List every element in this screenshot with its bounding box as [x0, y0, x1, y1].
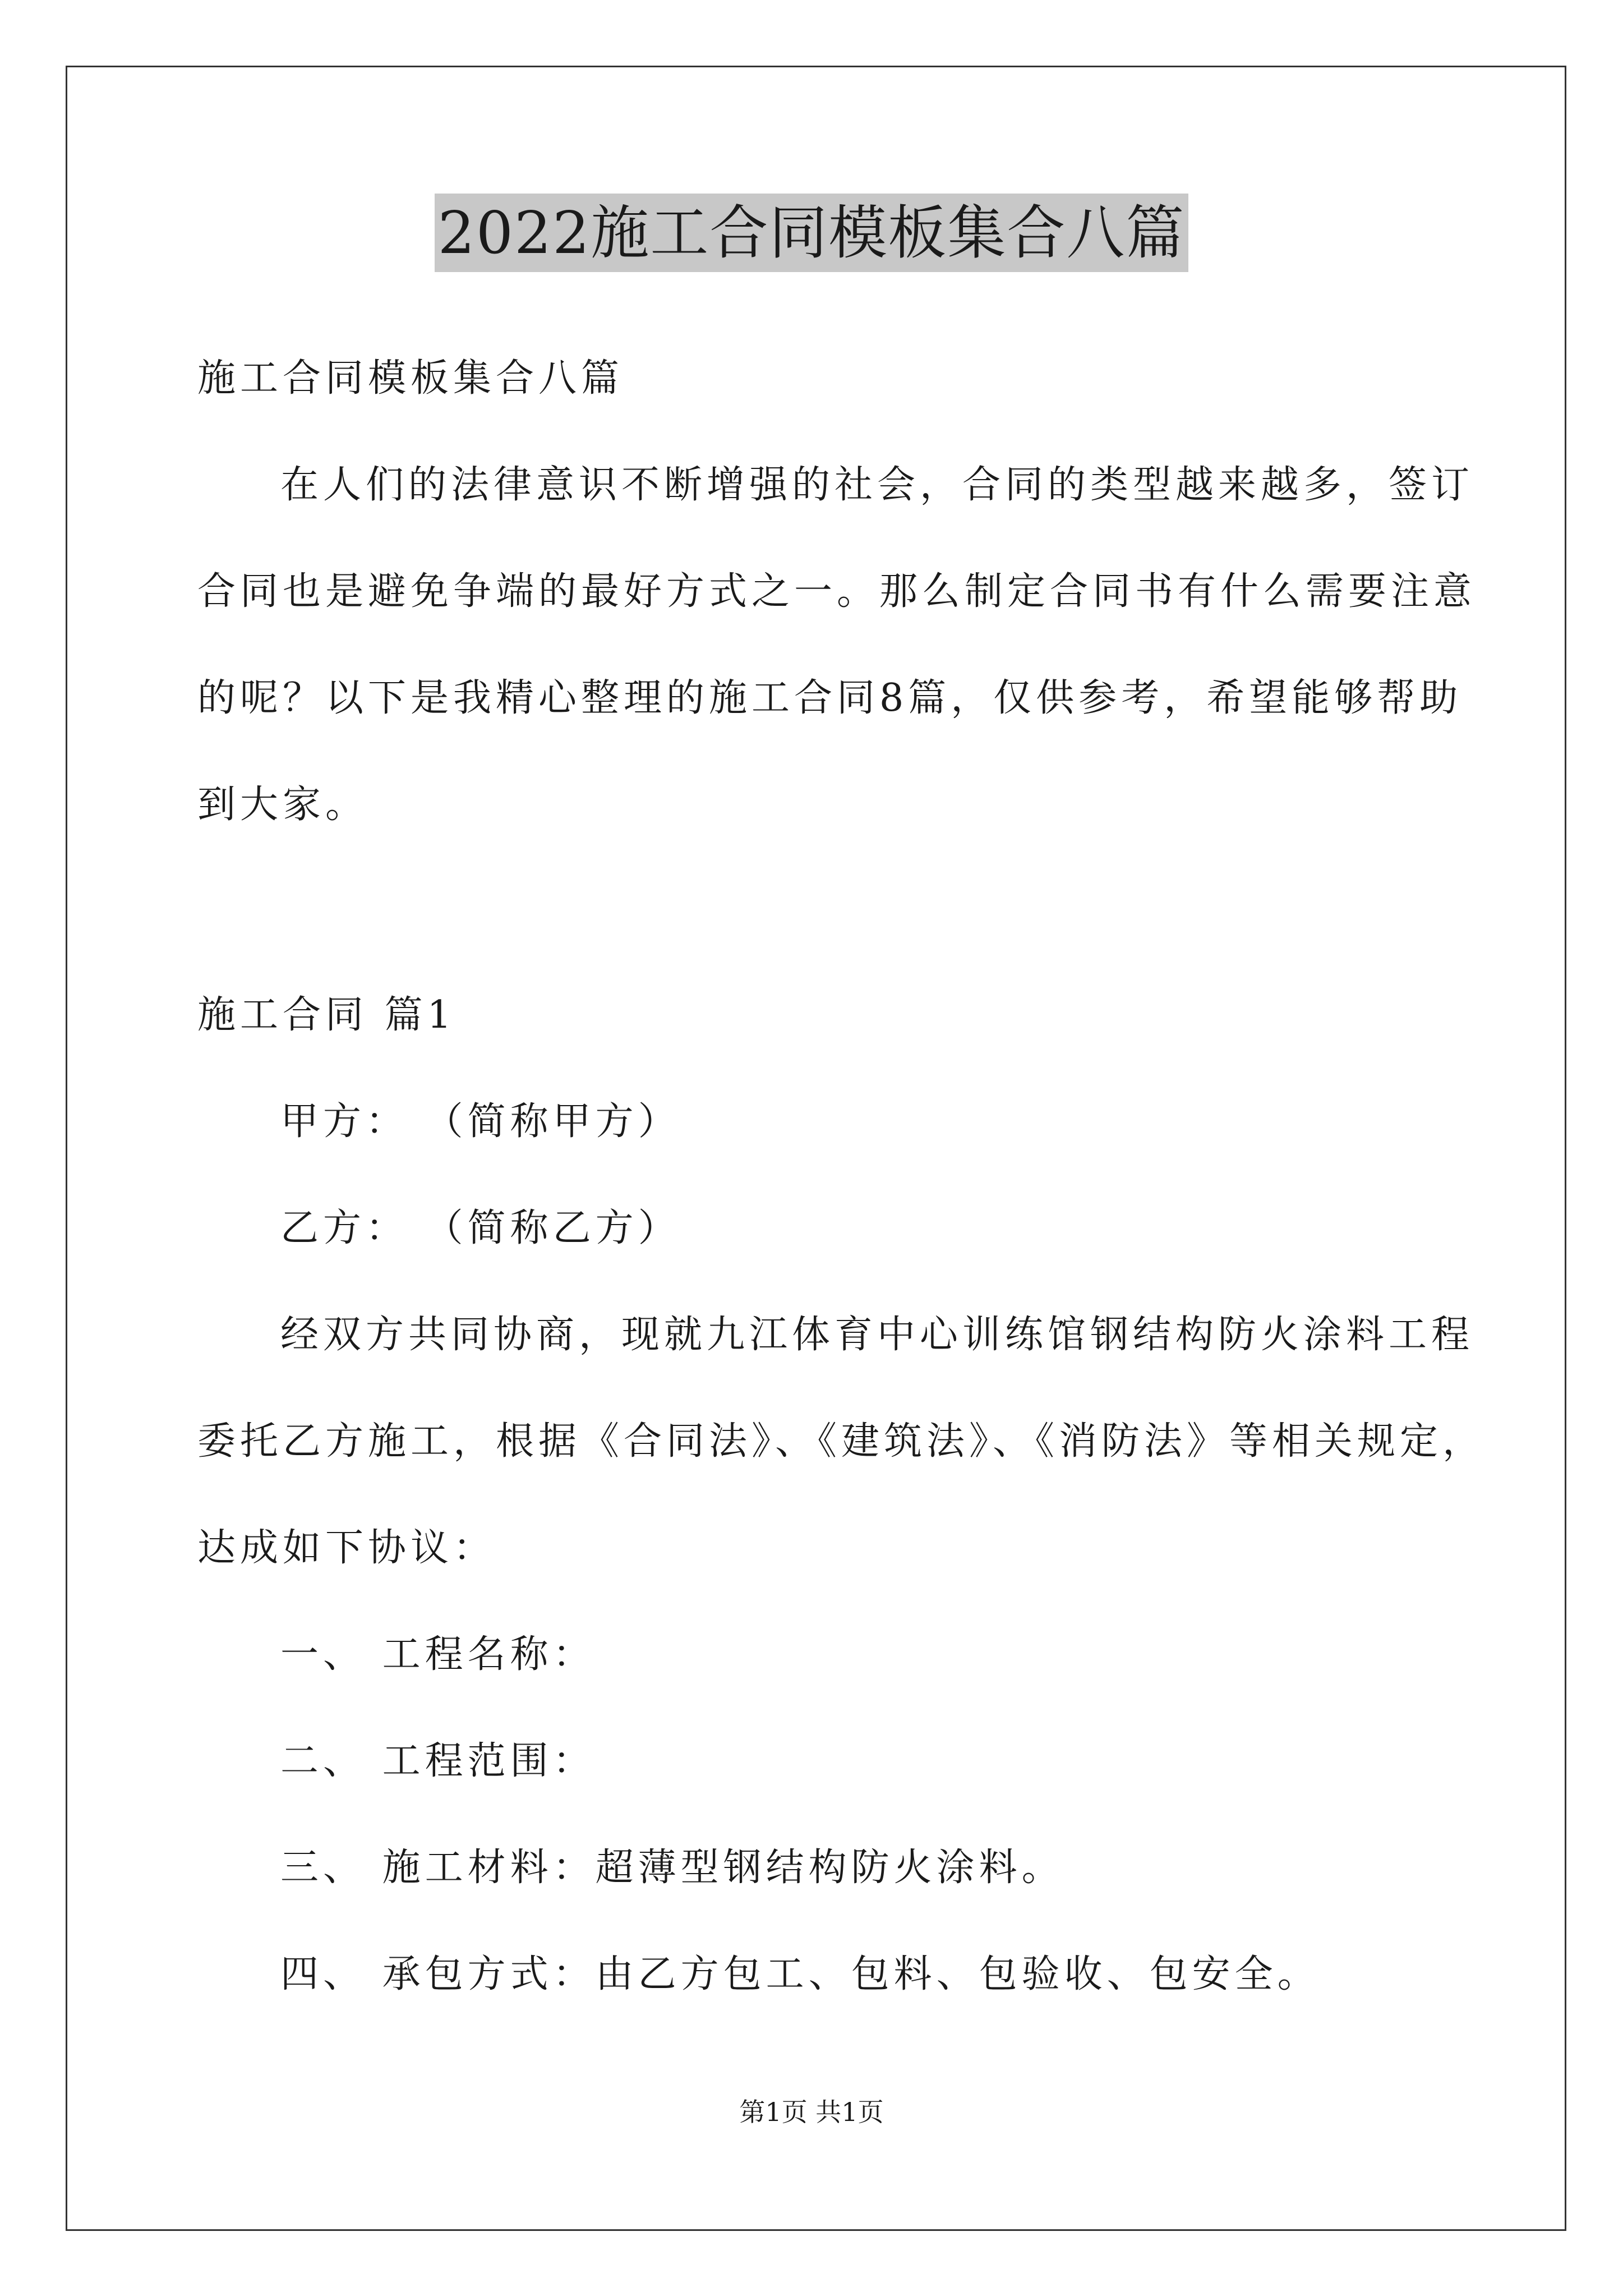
agreement-line-1: 经双方共同协商，现就九江体育中心训练馆钢结构防火涂料工程	[280, 1313, 1474, 1357]
clause-1: 一、 工程名称：	[280, 1632, 596, 1677]
party-b-line: 乙方： （简称乙方）	[280, 1206, 681, 1250]
agreement-line-3: 达成如下协议：	[197, 1526, 496, 1570]
intro-line-4: 到大家。	[197, 783, 368, 827]
agreement-line-2: 委托乙方施工，根据《合同法》、《建筑法》、《消防法》等相关规定，	[197, 1419, 1486, 1464]
document-title: 2022施工合同模板集合八篇	[435, 194, 1189, 272]
intro-line-2: 合同也是避免争端的最好方式之一。那么制定合同书有什么需要注意	[197, 569, 1477, 614]
document-subtitle: 施工合同模板集合八篇	[197, 356, 624, 401]
clause-3: 三、 施工材料：超薄型钢结构防火涂料。	[280, 1846, 1064, 1890]
title-container	[0, 194, 1623, 272]
section-heading: 施工合同 篇1	[197, 993, 456, 1037]
intro-line-3: 的呢？以下是我精心整理的施工合同8篇，仅供参考，希望能够帮助	[197, 676, 1463, 720]
page-footer: 第1页 共1页	[739, 2097, 884, 2127]
party-a-line: 甲方： （简称甲方）	[280, 1099, 681, 1144]
intro-line-1: 在人们的法律意识不断增强的社会，合同的类型越来越多，签订	[280, 463, 1474, 507]
clause-4: 四、 承包方式：由乙方包工、包料、包验收、包安全。	[280, 1952, 1320, 1996]
clause-2: 二、 工程范围：	[280, 1739, 596, 1783]
